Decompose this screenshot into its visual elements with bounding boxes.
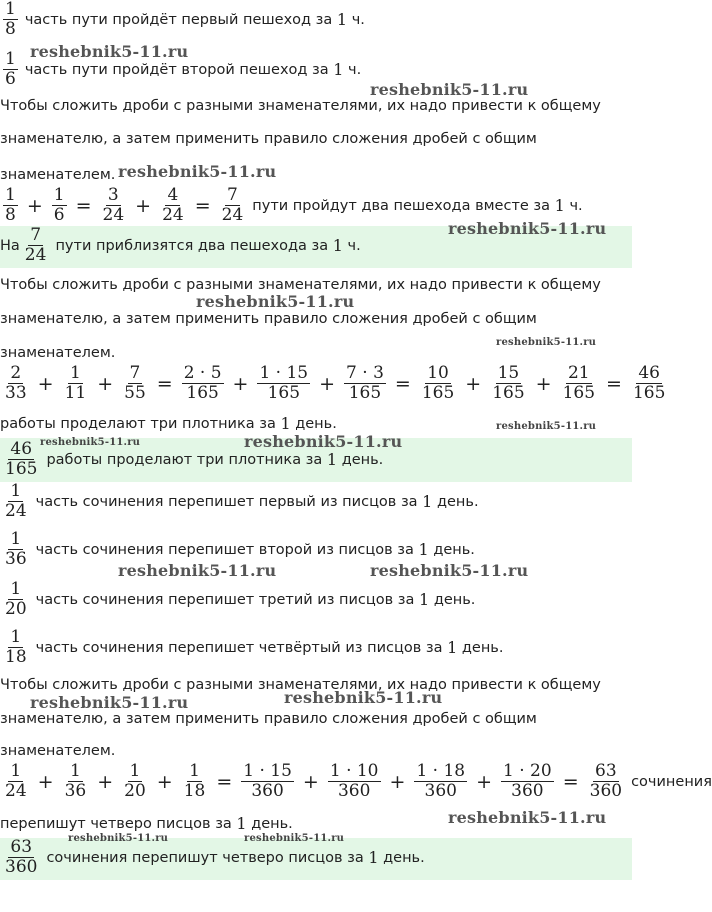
fraction: $\frac{7}{55}$ — [124, 363, 146, 403]
fraction: $\frac{2 \cdot 5}{165}$ — [183, 363, 222, 403]
fraction: $\frac{3}{24}$ — [102, 185, 125, 225]
rule-line-2: знаменателю, а затем применить правило сложения дробей с общим — [0, 311, 537, 327]
watermark: reshebnik5-11.ru — [284, 688, 443, 707]
second-walker-line: $\frac{1}{6}$ часть пути пройдёт второй пешеход за 1 ч. — [5, 49, 362, 89]
fraction: $\frac{10}{165}$ — [421, 363, 455, 403]
fraction: $\frac{63}{360}$ — [5, 837, 38, 877]
watermark: reshebnik5-11.ru — [30, 693, 189, 712]
rule-line-3: знаменателем. — [0, 743, 116, 759]
fraction: $\frac{1}{11}$ — [64, 363, 87, 403]
rule-line-2: знаменателю, а затем применить правило сложения дробей с общим — [0, 131, 537, 147]
watermark: reshebnik5-11.ru — [118, 561, 277, 580]
fraction: $\frac{1}{18}$ — [183, 761, 206, 801]
fraction: $\frac{4}{24}$ — [162, 185, 184, 225]
writers-answer: $\frac{63}{360}$ сочинения перепишут четверо писцов за 1 день. — [5, 837, 425, 877]
fraction: $\frac{1}{6}$ — [53, 185, 65, 225]
watermark: reshebnik5-11.ru — [68, 833, 169, 844]
fraction: $\frac{1}{18}$ — [5, 627, 27, 667]
watermark: reshebnik5-11.ru — [496, 337, 597, 348]
watermark: reshebnik5-11.ru — [30, 42, 189, 61]
fraction: $\frac{1 \cdot 18}{360}$ — [416, 761, 466, 801]
writers-equation: $\frac{1}{24}$ + $\frac{1}{36}$ + $\frac{1}{20}$ + $\frac{1}{18}$ = $\frac{1 \cdot 15}{360}$ + $\frac{1 \cdot 10}{360}$ + $\frac{1 \cdot 18}{360}$ + $\frac{1 \cdot 20}{360}$ = $\frac{63}{360}$ сочинения — [5, 761, 712, 801]
watermark: reshebnik5-11.ru — [448, 808, 607, 827]
watermark: reshebnik5-11.ru — [496, 421, 597, 432]
walkers-equation: $\frac{1}{8}$ + $\frac{1}{6}$ = $\frac{3}{24}$ + $\frac{4}{24}$ = $\frac{7}{24}$ пути пройдут два пешехода вместе за 1 ч. — [5, 185, 583, 225]
first-walker-line: $\frac{1}{8}$ часть пути пройдёт первый пешеход за 1 ч. — [5, 0, 365, 39]
writer-1-line: $\frac{1}{24}$ часть сочинения перепишет первый из писцов за 1 день. — [5, 481, 479, 521]
fraction: $\frac{1}{24}$ — [5, 481, 27, 521]
fraction: $\frac{46}{165}$ — [632, 363, 666, 403]
watermark: reshebnik5-11.ru — [40, 437, 141, 448]
fraction: $\frac{1}{36}$ — [64, 761, 87, 801]
watermark: reshebnik5-11.ru — [118, 162, 277, 181]
fraction: $\frac{7 \cdot 3}{165}$ — [346, 363, 384, 403]
watermark: reshebnik5-11.ru — [370, 561, 529, 580]
rule-line-1: Чтобы сложить дроби с разными знаменателями, их надо привести к общему — [0, 98, 601, 114]
fraction: $\frac{21}{165}$ — [562, 363, 596, 403]
fraction: $\frac{1 \cdot 15}{165}$ — [259, 363, 309, 403]
fraction: $\frac{7}{24}$ — [24, 225, 47, 265]
rule-line-1: Чтобы сложить дроби с разными знаменателями, их надо привести к общему — [0, 677, 601, 693]
fraction: $\frac{1 \cdot 10}{360}$ — [329, 761, 379, 801]
watermark: reshebnik5-11.ru — [370, 80, 529, 99]
watermark: reshebnik5-11.ru — [196, 292, 355, 311]
four-writers-line: перепишут четверо писцов за 1 день. — [0, 814, 293, 833]
fraction: $\frac{1}{20}$ — [5, 579, 27, 619]
writer-2-line: $\frac{1}{36}$ часть сочинения перепишет второй из писцов за 1 день. — [5, 529, 475, 569]
fraction: $\frac{1}{36}$ — [5, 529, 27, 569]
fraction: $\frac{7}{24}$ — [221, 185, 244, 225]
fraction: $\frac{1}{6}$ — [5, 49, 16, 89]
fraction: $\frac{15}{165}$ — [492, 363, 525, 403]
fraction: $\frac{46}{165}$ — [5, 439, 38, 479]
fraction: $\frac{1}{20}$ — [124, 761, 146, 801]
fraction: $\frac{1}{8}$ — [5, 185, 16, 225]
writer-3-line: $\frac{1}{20}$ часть сочинения перепишет третий из писцов за 1 день. — [5, 579, 476, 619]
carpenters-equation: $\frac{2}{33}$ + $\frac{1}{11}$ + $\frac{7}{55}$ = $\frac{2 \cdot 5}{165}$ + $\frac{1 \cdot 15}{165}$ + $\frac{7 \cdot 3}{165}$ = $\frac{10}{165}$ + $\frac{15}{165}$ + $\frac{21}{165}$ = $\frac{46}{165}$ — [5, 363, 666, 403]
fraction: $\frac{1}{8}$ — [5, 0, 16, 39]
rule-line-1: Чтобы сложить дроби с разными знаменателями, их надо привести к общему — [0, 277, 601, 293]
fraction: $\frac{2}{33}$ — [5, 363, 27, 403]
watermark: reshebnik5-11.ru — [244, 833, 345, 844]
writer-4-line: $\frac{1}{18}$ часть сочинения перепишет четвёртый из писцов за 1 день. — [5, 627, 504, 667]
fraction: $\frac{1 \cdot 15}{360}$ — [243, 761, 292, 801]
carpenters-answer: $\frac{46}{165}$ работы проделают три плотника за 1 день. — [5, 439, 384, 479]
watermark: reshebnik5-11.ru — [448, 219, 607, 238]
watermark: reshebnik5-11.ru — [244, 432, 403, 451]
fraction: $\frac{1}{24}$ — [5, 761, 27, 801]
fraction: $\frac{63}{360}$ — [589, 761, 623, 801]
fraction: $\frac{1 \cdot 20}{360}$ — [503, 761, 552, 801]
rule-line-3: знаменателем. — [0, 167, 116, 183]
carpenters-line: работы проделают три плотника за 1 день. — [0, 414, 337, 433]
rule-line-2: знаменателю, а затем применить правило сложения дробей с общим — [0, 711, 537, 727]
walkers-answer: На $\frac{7}{24}$ пути приблизятся два пешехода за 1 ч. — [0, 225, 361, 265]
rule-line-3: знаменателем. — [0, 345, 116, 361]
